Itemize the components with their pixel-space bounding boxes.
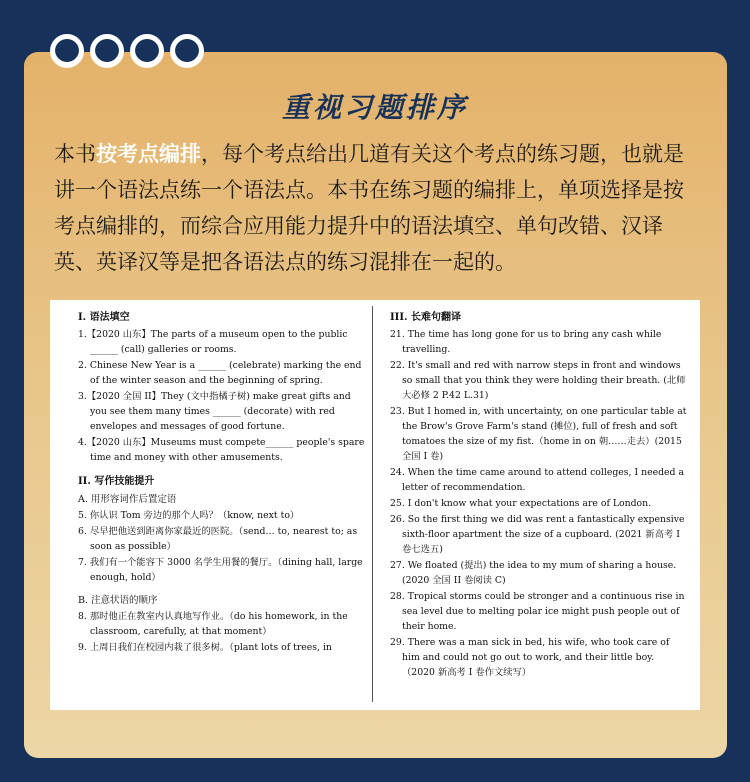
ring-decoration: [50, 34, 204, 78]
exercise-item: 6. 尽早把他送到距离你家最近的医院。（send… to, nearest to; as soon as possible）: [78, 526, 358, 552]
right-column: [382, 308, 687, 681]
exercise-item: 8. 那时他正在教室内认真地写作业。（do his homework, in the classroom, carefully, at that moment）: [78, 611, 348, 637]
page-title: 重视习题排序: [281, 91, 468, 124]
section-title: I. 语法填空: [78, 312, 130, 323]
exercise-item: 9. 上周日我们在校园内栽了很多树。（plant lots of trees, in: [78, 642, 332, 653]
exercise-item: 1.【2020 山东】The parts of a museum open to the public ______ (call) galleries or rooms.: [78, 329, 348, 355]
exercise-item: 21. The time has long gone for us to bring any cash while travelling.: [390, 329, 662, 355]
exercise-item: 2. Chinese New Year is a ______ (celebrate) marking the end of the winter season and the beginning of spring.: [78, 360, 362, 386]
item-list: [70, 327, 370, 465]
ring-icon: [130, 34, 164, 78]
exercise-item: 22. It's small and red with narrow steps in front and windows so small that you think they were holding their breath. (北师大必修 2 P.42 L.31): [390, 360, 686, 401]
exercise-item: 29. There was a man sick in bed, his wife, who took care of him and could not go out to work, and their little boy.（2020 新高考 I 卷作文续写）: [390, 637, 670, 678]
exercise-item: 25. I don't know what your expectations are of London.: [390, 498, 652, 509]
exercise-sample-page: [50, 300, 700, 710]
item-list: [382, 327, 687, 680]
section-title: III. 长难句翻译: [390, 312, 461, 323]
ring-icon: [90, 34, 124, 78]
intro-paragraph: [54, 136, 704, 280]
exercise-item: 23. But I homed in, with uncertainty, on one particular table at the Brow's Grove Farm's stand (摊位), full of fresh and soft tomatoes the size of my fist.（home in on 朝……走去）(2015 全国 I 卷): [390, 406, 687, 462]
exercise-item: 28. Tropical storms could be stronger and a continuous rise in sea level due to melting polar ice might push people out of their home.: [390, 591, 685, 632]
column-divider: [372, 306, 373, 702]
ring-icon: [50, 34, 84, 78]
exercise-item: 4.【2020 山东】Museums must compete______ people's spare time and money with other amusements.: [78, 437, 365, 463]
intro-highlight: 按考点编排: [96, 142, 201, 166]
item-list: [70, 508, 370, 585]
section-title: II. 写作技能提升: [78, 476, 155, 487]
left-column: [70, 308, 370, 656]
exercise-item: 7. 我们有一个能容下 3000 名学生用餐的餐厅。（dining hall, large enough, hold）: [78, 557, 363, 583]
subsection-title: A. 用形容词作后置定语: [78, 494, 177, 505]
intro-rest: ，每个考点给出几道有关这个考点的练习题，也就是讲一个语法点练一个语法点。本书在练习题的编排上，单项选择是按考点编排的，而综合应用能力提升中的语法填空、单句改错、汉译英、英译汉等是把各语法点的练习混排在一起的。: [54, 142, 684, 274]
exercise-item: 27. We floated (提出) the idea to my mum of sharing a house. (2020 全国 II 卷阅读 C): [390, 560, 677, 586]
exercise-item: 26. So the first thing we did was rent a fantastically expensive sixth-floor apartment the size of a cupboard. (2021 新高考 I 卷七选五): [390, 514, 685, 555]
subsection-title: B. 注意状语的顺序: [78, 595, 158, 606]
item-list: [70, 609, 370, 655]
ring-icon: [170, 34, 204, 78]
intro-prefix: 本书: [54, 142, 96, 166]
exercise-item: 3.【2020 全国 II】They (文中指橘子树) make great gifts and you see them many times ______ (decorate) with red envelopes and messages of good fortune.: [78, 391, 351, 432]
exercise-item: 24. When the time came around to attend colleges, I needed a letter of recommendation.: [390, 467, 684, 493]
exercise-item: 5. 你认识 Tom 旁边的那个人吗？（know, next to）: [78, 510, 300, 521]
